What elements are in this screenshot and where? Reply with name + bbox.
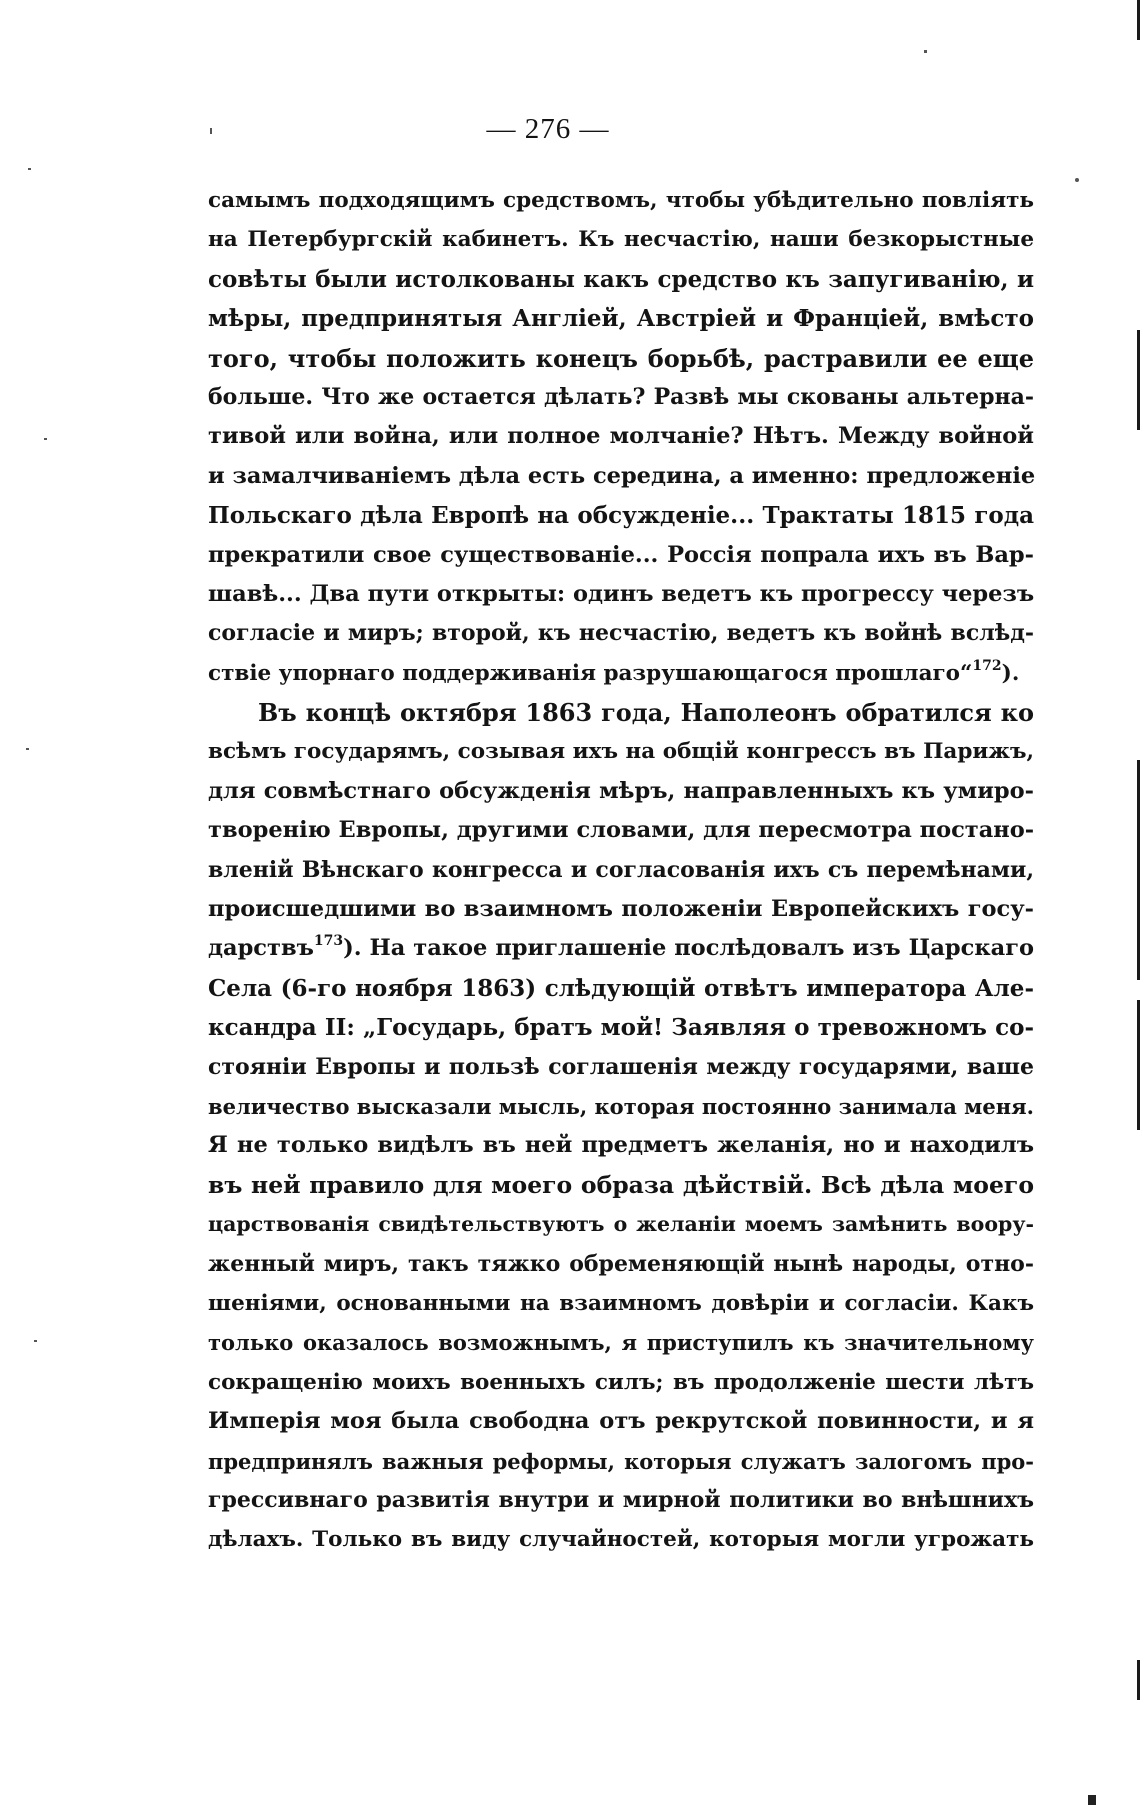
text-line — [208, 1520, 1034, 1559]
text-line — [208, 260, 1034, 299]
text-line — [208, 1402, 1034, 1441]
scan-speck — [1088, 1795, 1096, 1805]
text-line-content: грессивнаго развитiя внутри и мирной политики во внѣшнихъ — [208, 1486, 1034, 1513]
text-line — [208, 1048, 1034, 1087]
text-line-content: ксандра II: „Государь, братъ мой! Заявляя о тревожномъ со- — [208, 1014, 1034, 1042]
text-line — [208, 969, 1034, 1008]
text-line — [208, 772, 1034, 811]
text-line — [208, 536, 1034, 575]
text-line — [208, 1323, 1034, 1362]
text-line — [208, 654, 1034, 693]
text-line — [208, 1363, 1034, 1402]
text-line-content: дѣлахъ. Только въ виду случайностей, которыя могли угрожать — [208, 1527, 1034, 1553]
scan-speck — [210, 128, 212, 134]
body-text — [208, 181, 1034, 1560]
text-line-content: женный миръ, такъ тяжко обременяющiй нынѣ народы, отно- — [208, 1250, 1034, 1277]
text-line-content: Я не только видѣлъ въ ней предметъ желанiя, но и находилъ — [208, 1132, 1034, 1159]
text-line-content: прекратили свое существованiе... Россiя попрала ихъ въ Вар- — [208, 541, 1034, 568]
text-line — [208, 417, 1034, 456]
text-line-content: царствованiя свидѣтельствуютъ о желанiи моемъ замѣнить воору- — [208, 1212, 1034, 1237]
text-line-content: творенiю Европы, другими словами, для пересмотра постано- — [208, 817, 1035, 844]
text-line — [208, 732, 1034, 771]
text-line — [208, 614, 1034, 653]
text-line-content: совѣты были истолкованы какъ средство къ запугиванiю, и — [208, 265, 1034, 293]
text-line-content: на Петербургскiй кабинетъ. Къ несчастiю, наши безкорыстные — [208, 227, 1034, 253]
text-line-content: самымъ подходящимъ средствомъ, чтобы убѣдительно повлiять — [208, 188, 1034, 213]
footnote-reference: 172 — [972, 657, 1002, 674]
scan-speck — [26, 748, 29, 750]
text-line — [208, 1126, 1034, 1165]
text-line — [208, 299, 1034, 338]
text-line-content: вленiй Вѣнскаго конгресса и согласованiя ихъ съ перемѣнами, — [208, 856, 1034, 883]
text-line-content: согласiе и миръ; второй, къ несчастiю, ведетъ къ войнѣ вслѣд- — [208, 620, 1034, 647]
text-line-content: происшедшими во взаимномъ положенiи Европейскихъ госу- — [208, 896, 1034, 923]
text-line — [208, 1481, 1034, 1520]
text-line — [208, 1166, 1034, 1205]
scan-speck — [28, 168, 31, 170]
scan-speck — [44, 438, 47, 440]
scan-speck — [924, 50, 927, 53]
text-line-content: дарствъ — [208, 935, 314, 962]
text-line-content: шавѣ... Два пути открыты: одинъ ведетъ къ прогрессу черезъ — [208, 580, 1035, 607]
text-line-content: и замалчиванiемъ дѣла есть середина, а именно: предложенiе — [208, 462, 1036, 489]
text-line-content: тивой или война, или полное молчанiе? Нѣтъ. Между войной — [208, 423, 1034, 450]
text-line-content: того, чтобы положить конецъ борьбѣ, растравили ее еще — [208, 343, 1034, 373]
text-line-content: стоянiи Европы и пользѣ соглашенiя между государями, ваше — [208, 1053, 1034, 1080]
text-line-tail: ). На такое приглашенiе послѣдовалъ изъ Царскаго — [343, 935, 1034, 962]
text-line — [208, 575, 1034, 614]
text-line-content: Въ концѣ октября 1863 года, Наполеонъ обратился ко — [258, 698, 1034, 728]
text-line-content: ствiе упорнаго поддерживанiя разрушающагося прошлаго“ — [208, 660, 973, 686]
text-line-content: мѣры, предпринятыя Англiей, Австрiей и Францiей, вмѣсто — [208, 305, 1034, 333]
text-line-content: для совмѣстнаго обсужденiя мѣръ, направленныхъ къ умиро- — [208, 777, 1034, 804]
text-line — [208, 457, 1034, 496]
text-line — [208, 693, 1034, 732]
text-line-content: въ ней правило для моего образа дѣйствiй. Всѣ дѣла моего — [208, 1170, 1034, 1199]
text-line-content: величество высказали мысль, которая постоянно занимала меня. — [208, 1093, 1034, 1119]
text-line — [208, 1087, 1034, 1126]
text-line-content: больше. Что же остается дѣлать? Развѣ мы скованы альтерна- — [208, 383, 1034, 410]
text-line — [208, 339, 1034, 378]
page-binding-edge — [1130, 0, 1140, 1819]
text-line — [208, 890, 1034, 929]
text-line-content: предпринялъ важныя реформы, которыя служатъ залогомъ про- — [208, 1448, 1034, 1474]
text-line — [208, 929, 1034, 968]
text-line — [208, 220, 1034, 259]
text-line — [208, 1205, 1034, 1244]
text-line — [208, 1245, 1034, 1284]
text-line-content: шенiями, основанными на взаимномъ довѣрiи и согласiи. Какъ — [208, 1290, 1034, 1316]
text-line-content: только оказалось возможнымъ, я приступилъ къ значительному — [208, 1330, 1034, 1356]
text-line — [208, 851, 1034, 890]
scan-speck — [1075, 178, 1079, 182]
text-line-content: всѣмъ государямъ, созывая ихъ на общiй конгрессъ въ Парижъ, — [208, 739, 1034, 765]
text-line — [208, 1008, 1034, 1047]
text-line — [208, 496, 1034, 535]
text-line — [208, 811, 1034, 850]
text-line-content: сокращенiю моихъ военныхъ силъ; въ продолженiе шести лѣтъ — [208, 1369, 1034, 1395]
page-number: — 276 — — [486, 113, 610, 145]
scan-speck — [34, 1340, 37, 1342]
footnote-reference: 173 — [313, 933, 344, 950]
text-line-content: Имперiя моя была свободна отъ рекрутской повинности, и я — [208, 1408, 1034, 1435]
text-line — [208, 181, 1034, 220]
text-line-content: Села (6-го ноября 1863) слѣдующiй отвѣтъ императора Але- — [208, 974, 1034, 1002]
text-line — [208, 1442, 1034, 1481]
text-line — [208, 378, 1034, 417]
text-line-content: Польскаго дѣла Европѣ на обсужденiе... Трактаты 1815 года — [208, 502, 1034, 530]
text-line — [208, 1284, 1034, 1323]
text-line-tail: ). — [1001, 660, 1020, 686]
